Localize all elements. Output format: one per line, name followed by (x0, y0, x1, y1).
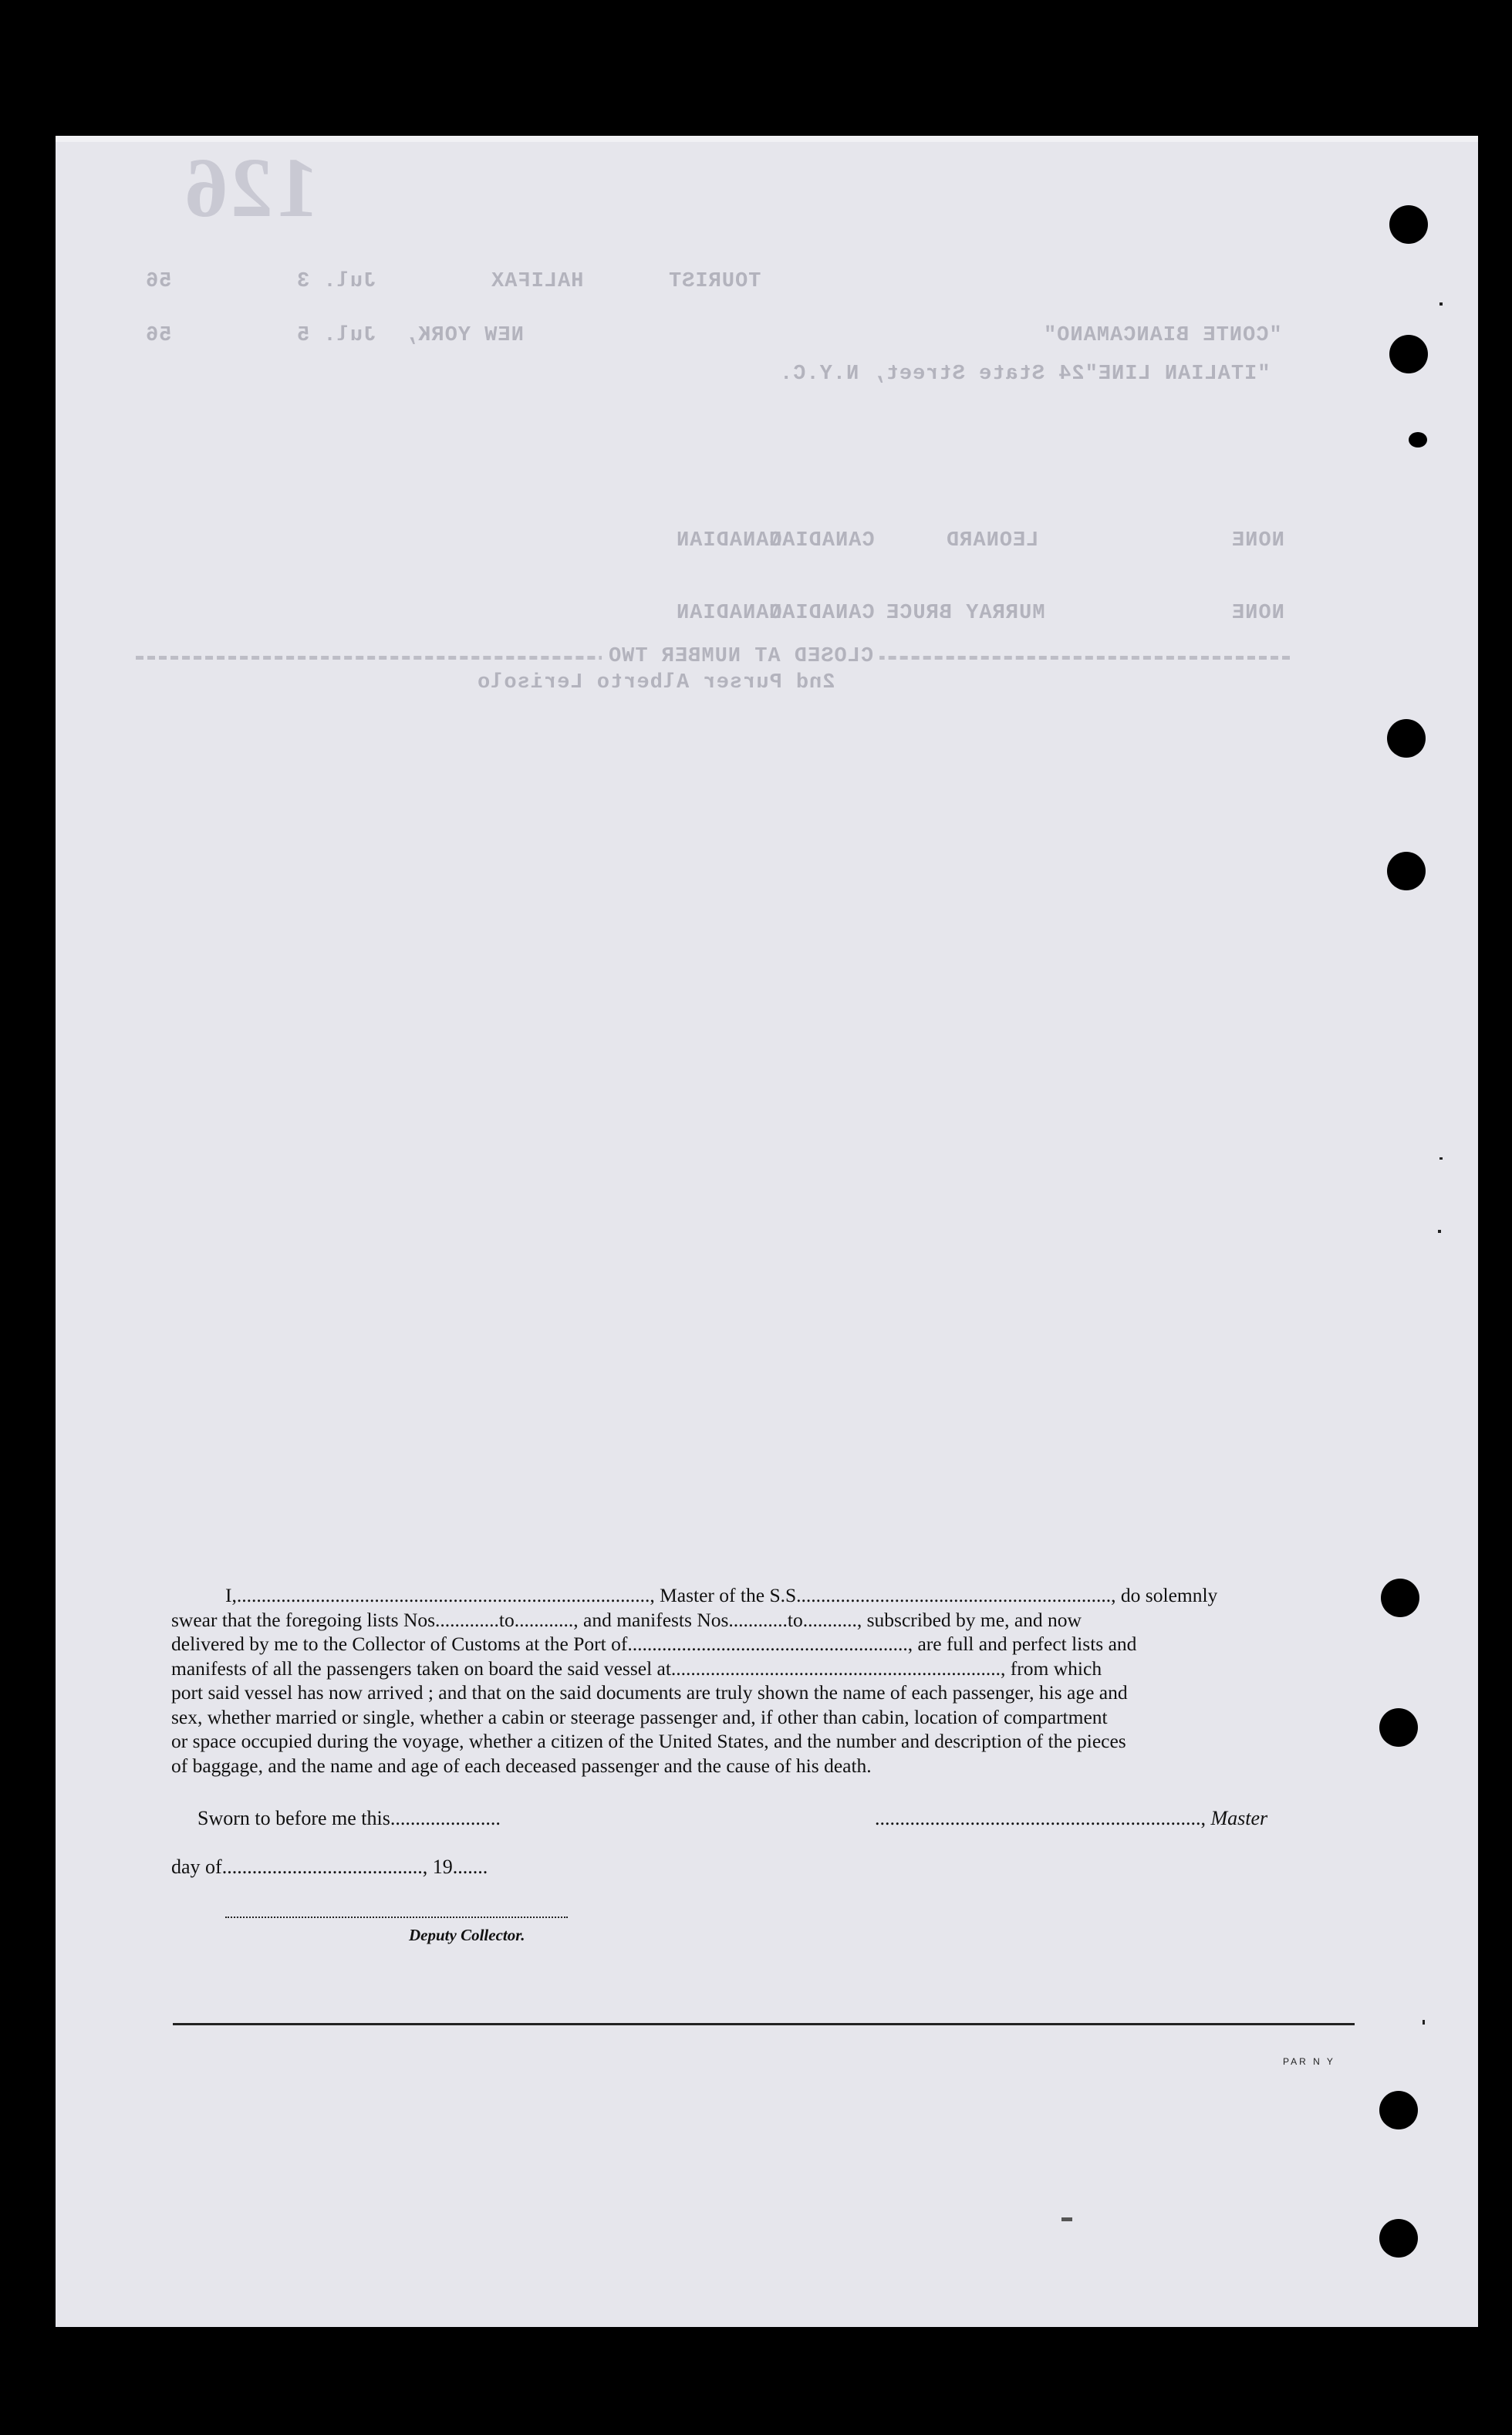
faded-stamp-number: 126 (182, 140, 319, 235)
punch-hole (1389, 335, 1428, 373)
day-of-line: day of........................................, 19....... (171, 1856, 488, 1878)
bleed-row2-nat2: CANADIAN (676, 602, 782, 625)
master-declaration (171, 1583, 1356, 1778)
printer-mark: PAR N Y (1283, 2056, 1335, 2067)
bottom-rule (173, 2023, 1355, 2025)
punch-hole (1379, 2091, 1418, 2129)
bleed-row2-nat: CANADIAN (768, 602, 875, 625)
declaration-line: swear that the foregoing lists Nos.............to............, and manifests Nos............to..........., subscribed by me, and now (171, 1608, 1082, 1631)
bleed-port1: HALIFAX (491, 270, 584, 293)
bleed-row1-nat2: CANADIAN (676, 529, 782, 552)
bleed-row1-nat: CANADIAN (768, 529, 875, 552)
sworn-before-line: Sworn to before me this...................... (197, 1807, 501, 1829)
speck (1439, 302, 1443, 306)
declaration-line: manifests of all the passengers taken on board the said vessel at..................................................................., from which (171, 1657, 1102, 1680)
declaration-line: or space occupied during the voyage, whether a citizen of the United States, and the number and description of the pieces (171, 1730, 1126, 1752)
punch-hole (1379, 2219, 1418, 2258)
bleed-year1: 56 (145, 270, 172, 293)
declaration-line: I,...................................................................................., Master of the S.S................................................................, do solemnly (225, 1584, 1218, 1606)
bleed-port2: NEW YORK, (404, 324, 524, 347)
deputy-signature-line (225, 1917, 568, 1918)
master-label: Master (1210, 1807, 1268, 1829)
speck (1438, 1230, 1441, 1233)
bleed-company: "ITALIAN LINE"24 State Street, N.Y.C. (779, 363, 1271, 386)
master-signature-line (875, 1807, 1267, 1830)
bleed-purser: 2nd Purser Alberto Lerisolo (477, 671, 835, 694)
punch-hole (1389, 205, 1428, 244)
speck (1423, 2020, 1425, 2025)
bleed-closed: CLOSED AT NUMBER TWO (602, 645, 879, 668)
punch-hole (1381, 1579, 1419, 1617)
bleed-row1-name: LEONARD (946, 529, 1039, 552)
speck (1061, 2217, 1072, 2221)
bleed-row1-none: NONE (1231, 529, 1284, 552)
declaration-line: sex, whether married or single, whether a cabin or steerage passenger and, if other than cabin, location of compartment (171, 1705, 1108, 1728)
punch-hole (1409, 432, 1427, 447)
punch-hole (1379, 1708, 1418, 1747)
bleed-date1: Jul. 3 (296, 270, 376, 293)
declaration-line: port said vessel has now arrived ; and that on the said documents are truly shown the name of each passenger, his age and (171, 1681, 1128, 1704)
bleed-row2-none: NONE (1231, 602, 1284, 625)
declaration-line: of baggage, and the name and age of each deceased passenger and the cause of his death. (171, 1754, 872, 1777)
punch-hole (1387, 852, 1426, 890)
bleed-year2: 56 (145, 324, 172, 347)
punch-hole (1387, 719, 1426, 758)
master-dots: ................................................................., (875, 1807, 1206, 1829)
manifest-page (56, 136, 1478, 2327)
speck (1439, 1157, 1443, 1160)
bleed-ship: "CONTE BIANCAMANO" (1043, 324, 1282, 347)
declaration-line: delivered by me to the Collector of Customs at the Port of........................................................., are full and perfect lists and (171, 1633, 1137, 1655)
bleed-class: TOURIST (668, 270, 761, 293)
deputy-collector-label: Deputy Collector. (409, 1926, 525, 1944)
bleed-row2-name: MURRAY BRUCE (886, 602, 1045, 625)
bleed-date2: Jul. 5 (296, 324, 376, 347)
